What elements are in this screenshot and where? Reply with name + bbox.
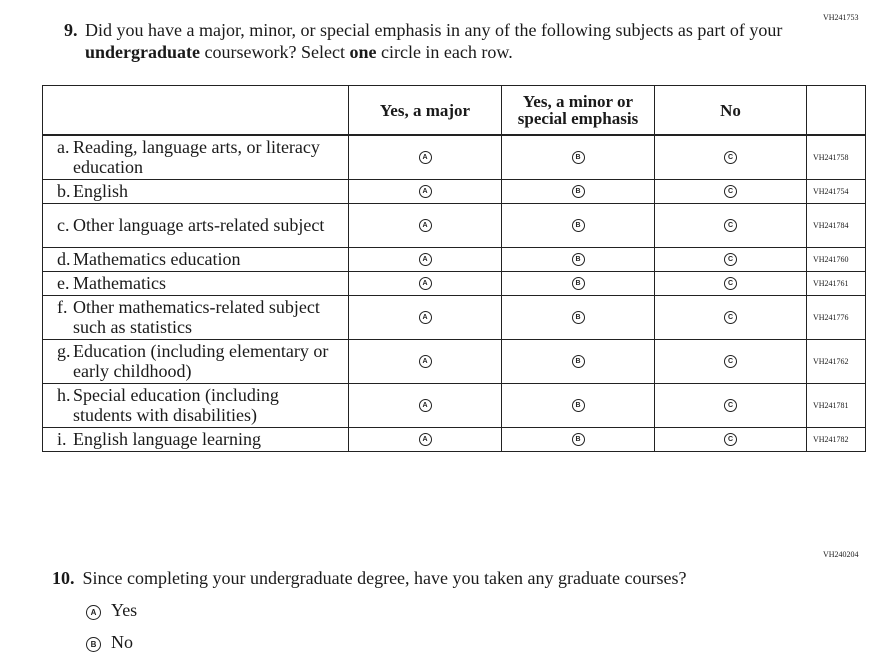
row-label (43, 271, 349, 295)
row-label-text: Other mathematics-related subject such as statistics (73, 297, 320, 337)
q10-option-no-label: No (111, 632, 133, 652)
question-10-code: VH240204 (823, 550, 859, 559)
question-9-grid (42, 85, 866, 452)
row-code: VH241782 (807, 427, 866, 451)
question-10-number: 10. (52, 568, 75, 588)
answer-cell (655, 427, 807, 451)
row-label (43, 295, 349, 339)
q9-text-bold-one: one (349, 42, 377, 62)
row-label (43, 383, 349, 427)
row-label-text: Mathematics (73, 273, 166, 293)
answer-bubble-b[interactable]: B (86, 637, 101, 652)
row-label-text: Mathematics education (73, 249, 241, 269)
answer-bubble-c[interactable]: C (724, 219, 737, 232)
answer-bubble-c[interactable]: C (724, 355, 737, 368)
answer-cell (655, 339, 807, 383)
row-letter: h. (57, 385, 71, 405)
row-letter: d. (57, 249, 71, 269)
row-label (43, 427, 349, 451)
row-code: VH241754 (807, 179, 866, 203)
answer-bubble-a[interactable]: A (419, 185, 432, 198)
row-label-text: Education (including elementary or early childhood) (73, 341, 329, 381)
column-header-no: No (655, 86, 807, 136)
answer-bubble-c[interactable]: C (724, 311, 737, 324)
row-label (43, 135, 349, 179)
grid-header-row (43, 86, 866, 136)
row-letter: f. (57, 297, 68, 317)
row-letter: b. (57, 181, 71, 201)
q10-option-yes[interactable] (86, 600, 137, 620)
question-9-number: 9. (64, 20, 78, 40)
answer-bubble-c[interactable]: C (724, 277, 737, 290)
q9-text-part: Did you have a major, minor, or special emphasis in any of the following subjects as part of your (85, 20, 783, 40)
column-header-major: Yes, a major (349, 86, 502, 136)
grid-row (43, 247, 866, 271)
answer-cell (502, 383, 655, 427)
answer-bubble-c[interactable]: C (724, 185, 737, 198)
answer-cell (502, 247, 655, 271)
row-label (43, 339, 349, 383)
grid-header-blank (43, 86, 349, 136)
answer-bubble-a[interactable]: A (419, 311, 432, 324)
row-code: VH241781 (807, 383, 866, 427)
question-10-prompt (52, 567, 812, 589)
answer-cell (502, 203, 655, 247)
answer-cell (655, 179, 807, 203)
answer-cell (502, 339, 655, 383)
grid-header-code-blank (807, 86, 866, 136)
answer-cell (349, 247, 502, 271)
answer-bubble-b[interactable]: B (572, 277, 585, 290)
row-letter: a. (57, 137, 70, 158)
answer-cell (349, 203, 502, 247)
answer-cell (349, 295, 502, 339)
grid-row (43, 135, 866, 179)
answer-bubble-a[interactable]: A (419, 151, 432, 164)
answer-cell (349, 271, 502, 295)
row-label-text: English language learning (73, 429, 261, 449)
answer-cell (655, 203, 807, 247)
answer-bubble-a[interactable]: A (419, 399, 432, 412)
question-10-text: Since completing your undergraduate degree, have you taken any graduate courses? (82, 568, 687, 588)
answer-cell (502, 135, 655, 179)
answer-bubble-c[interactable]: C (724, 433, 737, 446)
q9-text-part: coursework? Select (200, 42, 350, 62)
answer-cell (349, 339, 502, 383)
grid-row (43, 203, 866, 247)
answer-bubble-c[interactable]: C (724, 253, 737, 266)
grid-row (43, 295, 866, 339)
answer-bubble-b[interactable]: B (572, 151, 585, 164)
answer-bubble-b[interactable]: B (572, 219, 585, 232)
answer-bubble-b[interactable]: B (572, 433, 585, 446)
row-code: VH241761 (807, 271, 866, 295)
grid-row (43, 271, 866, 295)
row-label-text: Reading, language arts, or literacy education (73, 137, 320, 178)
question-9-prompt (64, 19, 784, 63)
answer-cell (502, 295, 655, 339)
q9-text-bold-undergraduate: undergraduate (85, 42, 201, 62)
answer-bubble-b[interactable]: B (572, 185, 585, 198)
answer-cell (502, 271, 655, 295)
row-code: VH241758 (807, 135, 866, 179)
answer-bubble-b[interactable]: B (572, 253, 585, 266)
row-label (43, 179, 349, 203)
row-label-text: Other language arts-related subject (73, 215, 325, 235)
answer-bubble-b[interactable]: B (572, 399, 585, 412)
row-label (43, 203, 349, 247)
answer-cell (349, 383, 502, 427)
answer-cell (502, 179, 655, 203)
row-letter: g. (57, 341, 71, 361)
row-letter: i. (57, 429, 67, 449)
column-header-minor: Yes, a minor or special emphasis (502, 86, 655, 136)
answer-cell (502, 427, 655, 451)
grid-row (43, 427, 866, 451)
row-label (43, 247, 349, 271)
answer-cell (655, 247, 807, 271)
answer-bubble-b[interactable]: B (572, 311, 585, 324)
answer-bubble-a[interactable]: A (419, 433, 432, 446)
row-code: VH241776 (807, 295, 866, 339)
answer-bubble-c[interactable]: C (724, 151, 737, 164)
row-code: VH241760 (807, 247, 866, 271)
question-9-text (64, 19, 784, 63)
row-code: VH241762 (807, 339, 866, 383)
row-code: VH241784 (807, 203, 866, 247)
answer-cell (655, 295, 807, 339)
answer-bubble-b[interactable]: B (572, 355, 585, 368)
answer-cell (655, 271, 807, 295)
answer-bubble-a[interactable]: A (419, 355, 432, 368)
answer-cell (655, 135, 807, 179)
answer-bubble-a[interactable]: A (419, 253, 432, 266)
row-label-text: Special education (including students with disabilities) (73, 385, 279, 425)
row-letter: c. (57, 215, 70, 235)
q10-option-yes-label: Yes (111, 600, 138, 620)
answer-bubble-a[interactable]: A (419, 277, 432, 290)
q10-option-no[interactable] (86, 632, 133, 652)
answer-cell (349, 179, 502, 203)
answer-cell (349, 135, 502, 179)
grid-row (43, 383, 866, 427)
row-label-text: English (73, 181, 129, 201)
grid-row (43, 339, 866, 383)
answer-bubble-a[interactable]: A (419, 219, 432, 232)
row-letter: e. (57, 273, 70, 293)
q9-text-part: circle in each row. (376, 42, 513, 62)
question-9-code: VH241753 (823, 13, 859, 22)
answer-bubble-a[interactable]: A (86, 605, 101, 620)
grid-row (43, 179, 866, 203)
answer-cell (655, 383, 807, 427)
answer-cell (349, 427, 502, 451)
answer-bubble-c[interactable]: C (724, 399, 737, 412)
